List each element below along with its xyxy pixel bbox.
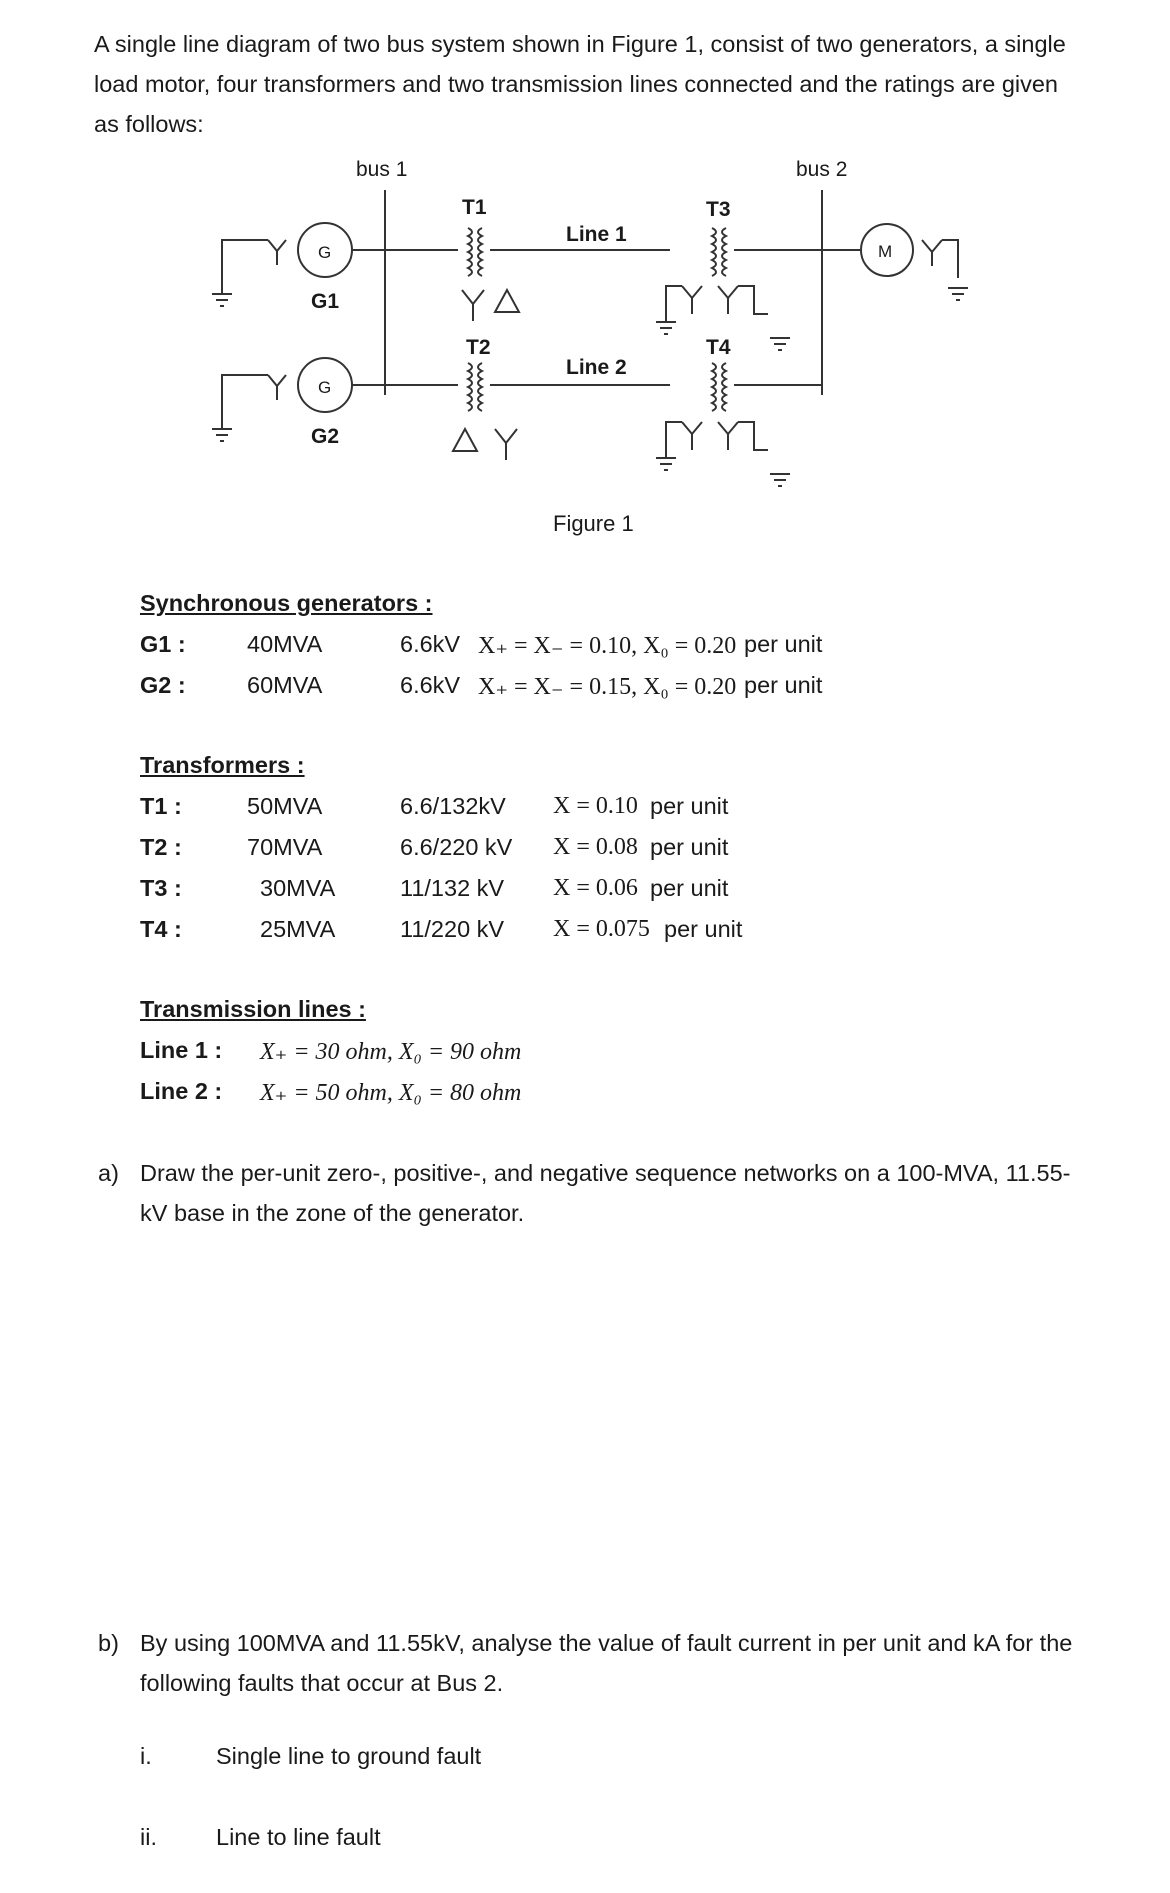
t4-wye-wye-symbol — [656, 422, 790, 486]
t4-label: T4 — [706, 336, 731, 359]
figure-caption: Figure 1 — [553, 511, 634, 536]
single-line-diagram — [0, 0, 1170, 560]
t4-coil-right — [722, 363, 726, 411]
gen-mva: 60MVA — [247, 672, 323, 698]
motor-symbol: M — [878, 242, 893, 261]
gen-kv: 6.6kV — [400, 631, 461, 657]
line-name: Line 2 : — [140, 1078, 223, 1104]
sub-question-label: i. — [140, 1743, 152, 1769]
tr-mva: 50MVA — [247, 793, 323, 819]
sub-question-text: Line to line fault — [216, 1824, 381, 1850]
lines-heading: Transmission lines : — [140, 996, 366, 1022]
g2-label: G2 — [311, 425, 340, 448]
t2-coil-left — [468, 363, 472, 411]
gen-kv: 6.6kV — [400, 672, 461, 698]
tr-kv: 11/220 kV — [400, 916, 505, 942]
g1-label: G1 — [311, 290, 340, 313]
question-b-label: b) — [98, 1630, 119, 1656]
transformers-heading: Transformers : — [140, 752, 305, 778]
gen-name: G1 : — [140, 631, 186, 657]
g2-wye-ground-symbol — [212, 375, 286, 441]
line2-label: Line 2 — [566, 356, 627, 379]
gen-unit: per unit — [744, 631, 823, 657]
t1-wye-delta-symbol — [462, 290, 519, 321]
line1-label: Line 1 — [566, 223, 627, 246]
t4-coil-left — [712, 363, 716, 411]
g2-symbol: G — [318, 378, 332, 397]
tr-name: T1 : — [140, 793, 182, 819]
question-a-label: a) — [98, 1160, 119, 1186]
tr-unit: per unit — [650, 793, 729, 819]
tr-kv: 6.6/132kV — [400, 793, 506, 819]
tr-x: X = 0.10 — [553, 793, 638, 819]
tr-x: X = 0.06 — [553, 875, 638, 901]
tr-mva: 70MVA — [247, 834, 323, 860]
tr-unit: per unit — [650, 875, 729, 901]
question-a-text: Draw the per-unit zero-, positive-, and negative sequence networks on a 100-MVA, 11.55-kV base in the zone of the generator. — [140, 1160, 1071, 1226]
tr-unit: per unit — [650, 834, 729, 860]
tr-mva: 30MVA — [260, 875, 336, 901]
question-b-text: By using 100MVA and 11.55kV, analyse the value of fault current in per unit and kA for the following faults that occur at Bus 2. — [140, 1630, 1073, 1696]
intro-line-2: load motor, four transformers and two transmission lines connected and the ratings are given — [94, 71, 1059, 97]
gen-mva: 40MVA — [247, 631, 323, 657]
t2-delta-wye-symbol — [453, 429, 517, 460]
t3-coil-right — [722, 228, 726, 276]
sub-question-label: ii. — [140, 1824, 157, 1850]
tr-name: T2 : — [140, 834, 182, 860]
tr-unit: per unit — [664, 916, 743, 942]
t1-coil-left — [468, 228, 472, 276]
tr-x: X = 0.075 — [553, 916, 650, 942]
intro-line-1: A single line diagram of two bus system shown in Figure 1, consist of two generators, a single — [94, 31, 1066, 57]
line-value: X₊ = 50 ohm, X₀ = 80 ohm — [260, 1080, 522, 1106]
bus2-label: bus 2 — [796, 158, 848, 181]
intro-line-3: as follows: — [94, 111, 204, 137]
gen-name: G2 : — [140, 672, 186, 698]
t1-label: T1 — [462, 196, 487, 219]
question-b — [98, 1623, 1078, 1703]
t2-label: T2 — [466, 336, 491, 359]
gen-unit: per unit — [744, 672, 823, 698]
generators-heading: Synchronous generators : — [140, 590, 433, 616]
gen-reactance: X₊ = X₋ = 0.15, X₀ = 0.20 — [478, 674, 737, 700]
g1-wye-ground-symbol — [212, 240, 286, 306]
tr-kv: 11/132 kV — [400, 875, 505, 901]
t2-coil-right — [478, 363, 482, 411]
tr-mva: 25MVA — [260, 916, 336, 942]
motor-wye-ground-symbol — [922, 240, 968, 300]
gen-reactance: X₊ = X₋ = 0.10, X₀ = 0.20 — [478, 633, 737, 659]
question-a — [98, 1153, 1078, 1233]
g1-symbol: G — [318, 243, 332, 262]
tr-name: T4 : — [140, 916, 182, 942]
bus1-label: bus 1 — [356, 158, 408, 181]
tr-name: T3 : — [140, 875, 182, 901]
t3-coil-left — [712, 228, 716, 276]
sub-question-text: Single line to ground fault — [216, 1743, 482, 1769]
t3-label: T3 — [706, 198, 731, 221]
tr-x: X = 0.08 — [553, 834, 638, 860]
t1-coil-right — [478, 228, 482, 276]
line-name: Line 1 : — [140, 1037, 223, 1063]
line-value: X₊ = 30 ohm, X₀ = 90 ohm — [260, 1039, 522, 1065]
tr-kv: 6.6/220 kV — [400, 834, 513, 860]
